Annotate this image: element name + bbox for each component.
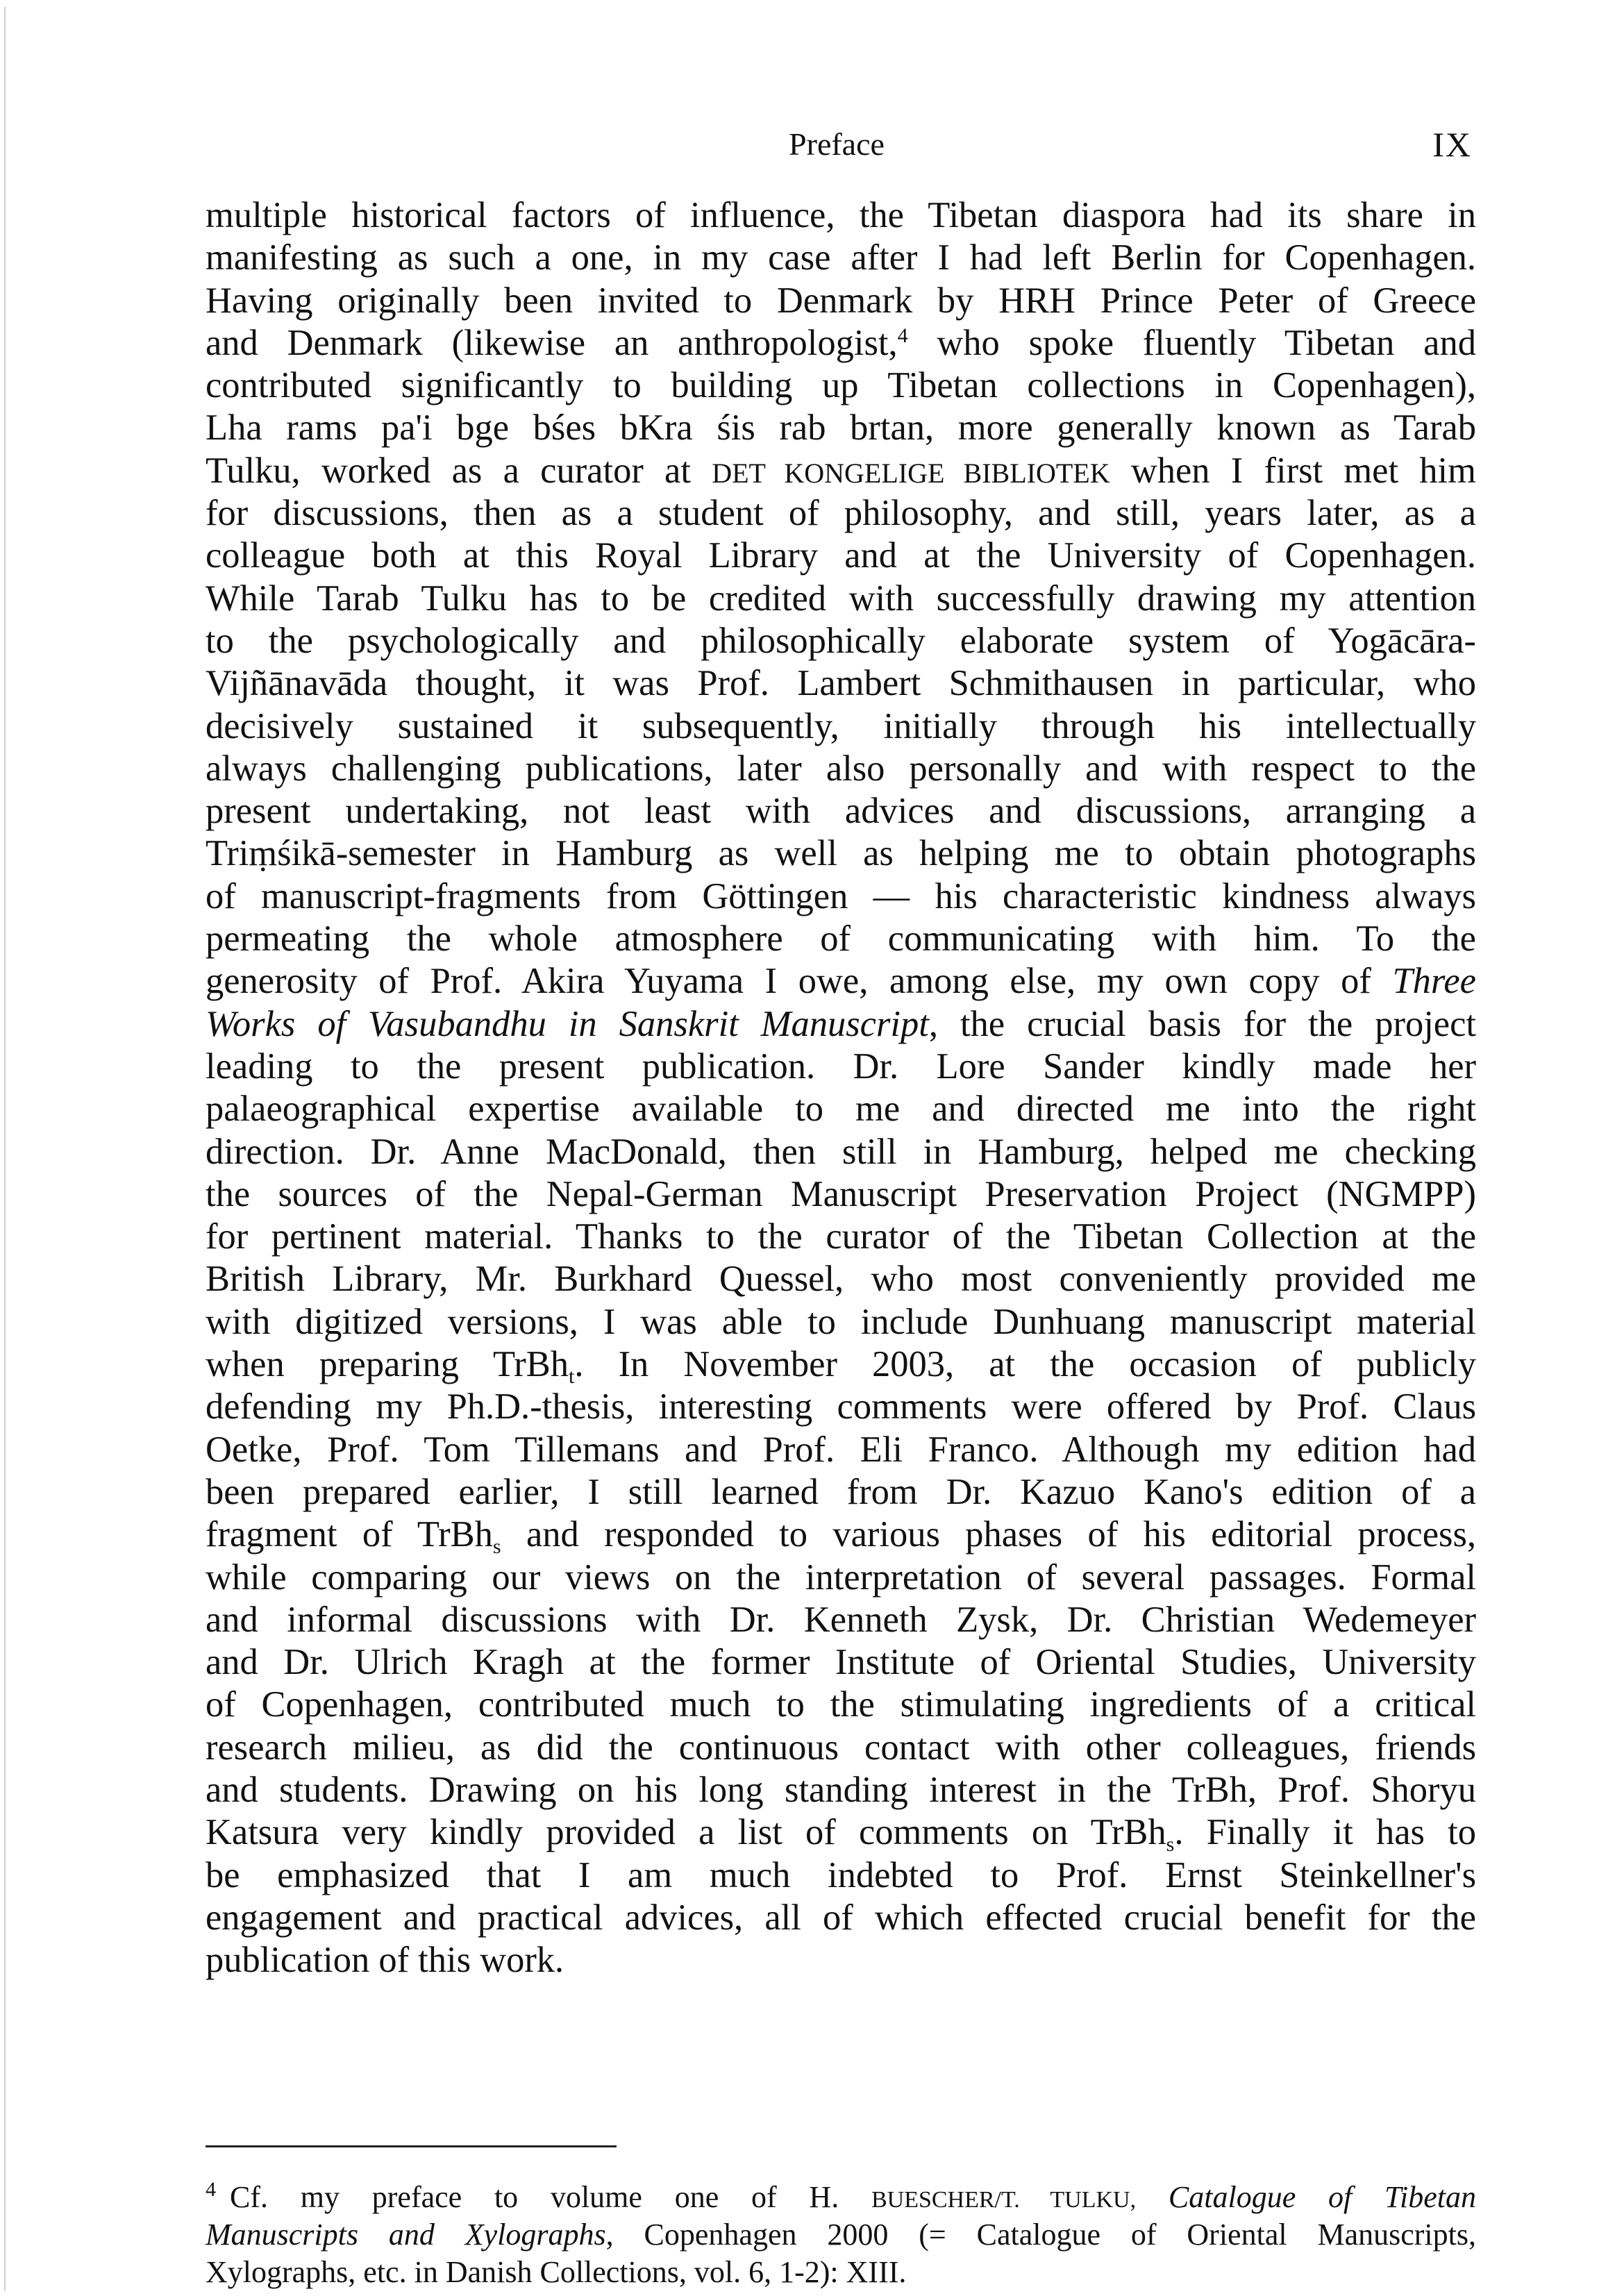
- book-title: Three: [1392, 961, 1476, 1002]
- book-title: Works of Vasubandhu in Sanskrit Manuscript: [206, 1003, 929, 1044]
- text-line: the sources of the Nepal-German Manuscript Preservation Project (NGMPP): [206, 1173, 1476, 1214]
- scan-edge-line: [4, 7, 6, 2291]
- running-head: [201, 117, 1472, 172]
- text-line: and Dr. Ulrich Kragh at the former Institute of Oriental Studies, University: [206, 1642, 1476, 1683]
- text-line: palaeographical expertise available to me and directed me into the right: [206, 1089, 1476, 1130]
- text-line: been prepared earlier, I still learned from Dr. Kazuo Kano's edition of a: [206, 1471, 1476, 1512]
- body-text: [206, 194, 1476, 1981]
- text-line: with digitized versions, I was able to include Dunhuang manuscript material: [206, 1301, 1476, 1342]
- footnote-line: Xylographs, etc. in Danish Collections, vol. 6, 1-2): XIII.: [206, 2255, 907, 2289]
- text-line: be emphasized that I am much indebted to Prof. Ernst Steinkellner's: [206, 1854, 1476, 1895]
- text-line: of Copenhagen, contributed much to the stimulating ingredients of a critical: [206, 1684, 1476, 1725]
- text-line: Triṃśikā-semester in Hamburg as well as helping me to obtain photographs: [206, 833, 1476, 874]
- text-line: Oetke, Prof. Tom Tillemans and Prof. Eli Franco. Although my edition had: [206, 1429, 1476, 1470]
- text-line: While Tarab Tulku has to be credited with successfully drawing my attention: [206, 578, 1476, 619]
- text-line: fragment of TrBh$_s$ and responded to various phases of his editorial process,: [206, 1514, 1477, 1559]
- text-line: engagement and practical advices, all of which effected crucial benefit for the: [206, 1897, 1476, 1938]
- text-line: Vijñānavāda thought, it was Prof. Lambert Schmithausen in particular, who: [206, 663, 1476, 704]
- page-title: Preface: [789, 126, 885, 162]
- text-line: Katsura very kindly provided a list of comments on TrBh$_s$. Finally it has to: [206, 1812, 1477, 1857]
- text-line: multiple historical factors of influence, the Tibetan diaspora had its share in: [206, 195, 1476, 235]
- text-line: and informal discussions with Dr. Kenneth Zysk, Dr. Christian Wedemeyer: [206, 1599, 1476, 1640]
- text-line: decisively sustained it subsequently, initially through his intellectually: [206, 705, 1476, 746]
- footnote: [206, 2179, 1476, 2291]
- text-line: while comparing our views on the interpretation of several passages. Formal: [206, 1557, 1476, 1598]
- text-line: direction. Dr. Anne MacDonald, then still in Hamburg, helped me checking: [206, 1131, 1476, 1172]
- footnote-line: $^4$ Cf. my preface to volume one of H. BUESCHER/T. TULKU, Catalogue of Tibetan: [206, 2178, 1477, 2214]
- text-line: of manuscript-fragments from Göttingen — his characteristic kindness always: [206, 875, 1476, 916]
- text-line: Lha rams pa'i bge bśes bKra śis rab brtan, more generally known as Tarab: [206, 408, 1476, 449]
- text-line: contributed significantly to building up Tibetan collections in Copenhagen),: [206, 365, 1476, 406]
- text-line: research milieu, as did the continuous contact with other colleagues, friends: [206, 1727, 1476, 1768]
- footnote-rule: [206, 2145, 617, 2147]
- footnote-ref: 4: [897, 324, 908, 347]
- text-line: when preparing TrBh$_t$. In November 2003, at the occasion of publicly: [206, 1344, 1476, 1389]
- text-line: colleague both at this Royal Library and at the University of Copenhagen.: [206, 535, 1476, 576]
- text-line: for discussions, then as a student of philosophy, and still, years later, as a: [206, 493, 1476, 534]
- footnote-line: Manuscripts and Xylographs, Copenhagen 2000 (= Catalogue of Oriental Manuscripts,: [206, 2218, 1476, 2252]
- text-line: defending my Ph.D.-thesis, interesting comments were offered by Prof. Claus: [206, 1386, 1476, 1427]
- text-line: and students. Drawing on his long standing interest in the TrBh, Prof. Shoryu: [206, 1769, 1476, 1810]
- text-line: manifesting as such a one, in my case after I had left Berlin for Copenhagen.: [206, 237, 1476, 278]
- text-line: and Denmark (likewise an anthropologist,$^4$ who spoke fluently Tibetan and: [206, 322, 1476, 363]
- text-line: permeating the whole atmosphere of communicating with him. To the: [206, 919, 1476, 960]
- text-line: British Library, Mr. Burkhard Quessel, who most conveniently provided me: [206, 1259, 1476, 1300]
- text-line: present undertaking, not least with advices and discussions, arranging a: [206, 791, 1476, 832]
- text-line: Having originally been invited to Denmark by HRH Prince Peter of Greece: [206, 280, 1476, 321]
- text-line: Tulku, worked as a curator at DET KONGELIGE BIBLIOTEK when I first met him: [206, 450, 1476, 491]
- library-name: DET KONGELIGE BIBLIOTEK: [712, 457, 1110, 489]
- text-line: to the psychologically and philosophically elaborate system of Yogācāra-: [206, 620, 1476, 661]
- text-line: Works of Vasubandhu in Sanskrit Manuscript, the crucial basis for the project: [206, 1003, 1476, 1044]
- text-line: always challenging publications, later also personally and with respect to the: [206, 748, 1476, 789]
- text-line: leading to the present publication. Dr. Lore Sander kindly made her: [206, 1046, 1476, 1087]
- text-line: publication of this work.: [206, 1940, 564, 1981]
- page-number: IX: [1432, 125, 1472, 164]
- text-line: generosity of Prof. Akira Yuyama I owe, among else, my own copy of Three: [206, 961, 1476, 1002]
- text-line: for pertinent material. Thanks to the curator of the Tibetan Collection at the: [206, 1216, 1476, 1257]
- footnote-number: 4: [206, 2178, 216, 2201]
